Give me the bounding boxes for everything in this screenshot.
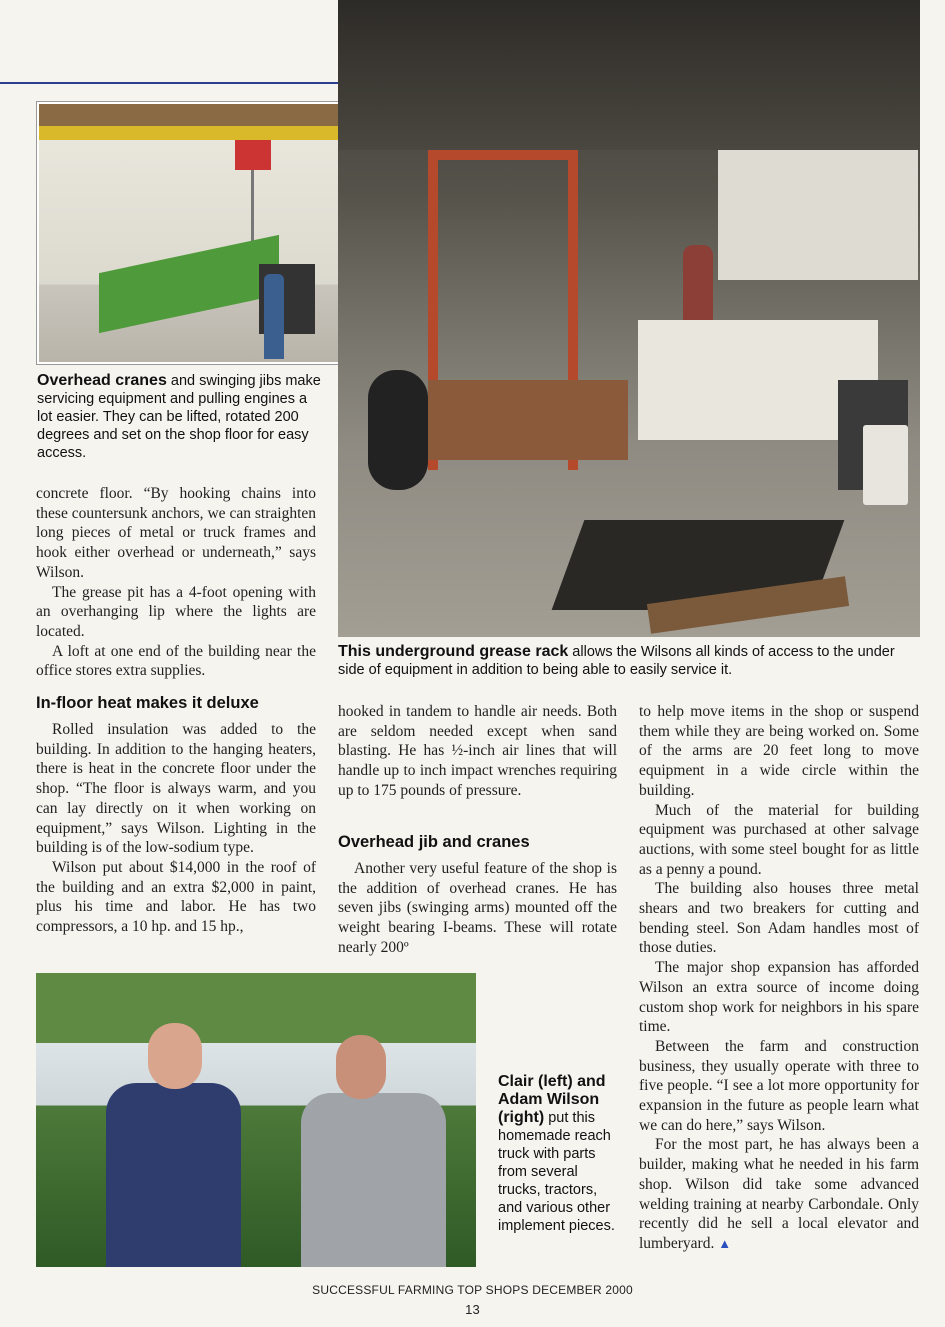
white-bucket bbox=[863, 425, 908, 505]
heading-overhead-jib: Overhead jib and cranes bbox=[338, 833, 530, 851]
paragraph: Much of the material for building equipment was purchased at other salvage auctions, with some steel bought for as little as a penny a pound. bbox=[639, 801, 919, 878]
people-caption-bold: Clair (left) and Adam Wilson (right) bbox=[498, 1073, 606, 1126]
people-caption-text: put this homemade reach truck with parts from several trucks, tractors, and various other implement pieces. bbox=[498, 1110, 615, 1234]
column3 bbox=[639, 702, 919, 1254]
crane-hoist bbox=[235, 140, 271, 170]
adam-shirt bbox=[301, 1093, 446, 1267]
column1-top bbox=[36, 484, 316, 681]
heading-in-floor-heat: In-floor heat makes it deluxe bbox=[36, 694, 259, 712]
paragraph: Between the farm and construction business, they usually operate with three to five people. “I see a lot more opportunity for expansion in the future as people learn what we can do here,” says Wilson. bbox=[639, 1037, 919, 1134]
reach-truck bbox=[99, 235, 279, 333]
reach-truck-boom bbox=[36, 973, 476, 1043]
paragraph: Rolled insulation was added to the building. In addition to the hanging heaters, there is heat in the concrete floor under the shop. “The floor is always warm, and you can lay directly on it when working on equipment,” says Wilson. Lighting in the building is of the low-sodium type. bbox=[36, 721, 316, 857]
cranes-caption-bold: Overhead cranes bbox=[37, 372, 167, 389]
grease-caption-bold: This underground grease rack bbox=[338, 643, 569, 660]
adam-head bbox=[336, 1035, 386, 1099]
grease-rack-photo bbox=[338, 0, 920, 637]
page-number: 13 bbox=[465, 1302, 480, 1317]
column2-top bbox=[338, 702, 617, 801]
paragraph bbox=[639, 1135, 919, 1253]
paragraph: concrete floor. “By hooking chains into these countersunk anchors, we can straighten long pieces of metal or truck frames and hook either overhead or underneath,” says Wilson. bbox=[36, 485, 316, 581]
man-figure bbox=[264, 274, 284, 359]
paragraph: Another very useful feature of the shop is the addition of overhead cranes. He has seven jibs (swinging arms) mounted off the weight bearing I-beams. These will rotate nearly 200º bbox=[338, 860, 617, 956]
paragraph: The building also houses three metal shears and two breakers for cutting and bending steel. Son Adam handles most of those duties. bbox=[639, 880, 919, 957]
people-caption bbox=[498, 1073, 618, 1235]
clair-shirt bbox=[106, 1083, 241, 1267]
forklift-tire bbox=[368, 370, 428, 490]
paragraph: hooked in tandem to handle air needs. Both are seldom needed except when sand blasting. He has ½-inch air lines that will handle up to inch impact wrenches requiring up to 175 pounds of pressure. bbox=[338, 703, 617, 799]
paragraph: to help move items in the shop or suspend them while they are being worked on. Some of the arms are 20 feet long to move equipment in a wide circle within the building. bbox=[639, 703, 919, 799]
grease-caption-text: allows the Wilsons all kinds of access to the under side of equipment in addition to being able to easily service it. bbox=[338, 644, 895, 678]
final-paragraph-text: For the most part, he has always been a builder, making what he needed in his farm shop. Wilson did take some advanced welding training at nearby Carbondale. Only recently did he sell a local elevator and lumberyard. bbox=[639, 1136, 919, 1252]
paragraph: A loft at one end of the building near the office stores extra supplies. bbox=[36, 642, 316, 680]
cranes-caption-text: and swinging jibs make servicing equipment and pulling engines a lot easier. They can be lifted, rotated 200 degrees and set on the shop floor for easy access. bbox=[37, 373, 321, 461]
forklift-frame bbox=[428, 380, 628, 460]
end-of-article-icon: ▲ bbox=[718, 1235, 732, 1251]
ceiling bbox=[338, 0, 920, 150]
cranes-caption bbox=[37, 372, 322, 462]
paragraph: The major shop expansion has afforded Wilson an extra source of income doing custom shop work for neighbors in his spare time. bbox=[639, 959, 919, 1036]
wilsons-photo bbox=[36, 973, 476, 1267]
clair-head bbox=[148, 1023, 202, 1089]
footer-publication: SUCCESSFUL FARMING TOP SHOPS DECEMBER 2000 bbox=[312, 1283, 633, 1297]
column1-bottom bbox=[36, 720, 316, 937]
grease-caption bbox=[338, 643, 923, 679]
paragraph: The grease pit has a 4-foot opening with an overhanging lip where the lights are located. bbox=[36, 583, 316, 640]
column2-bottom bbox=[338, 859, 617, 958]
paragraph: Wilson put about $14,000 in the roof of the building and an extra $2,000 in paint, plus his time and labor. He has two compressors, a 10 hp. and 15 hp., bbox=[36, 858, 316, 936]
top-rule bbox=[0, 82, 340, 84]
window-wall bbox=[718, 150, 918, 280]
